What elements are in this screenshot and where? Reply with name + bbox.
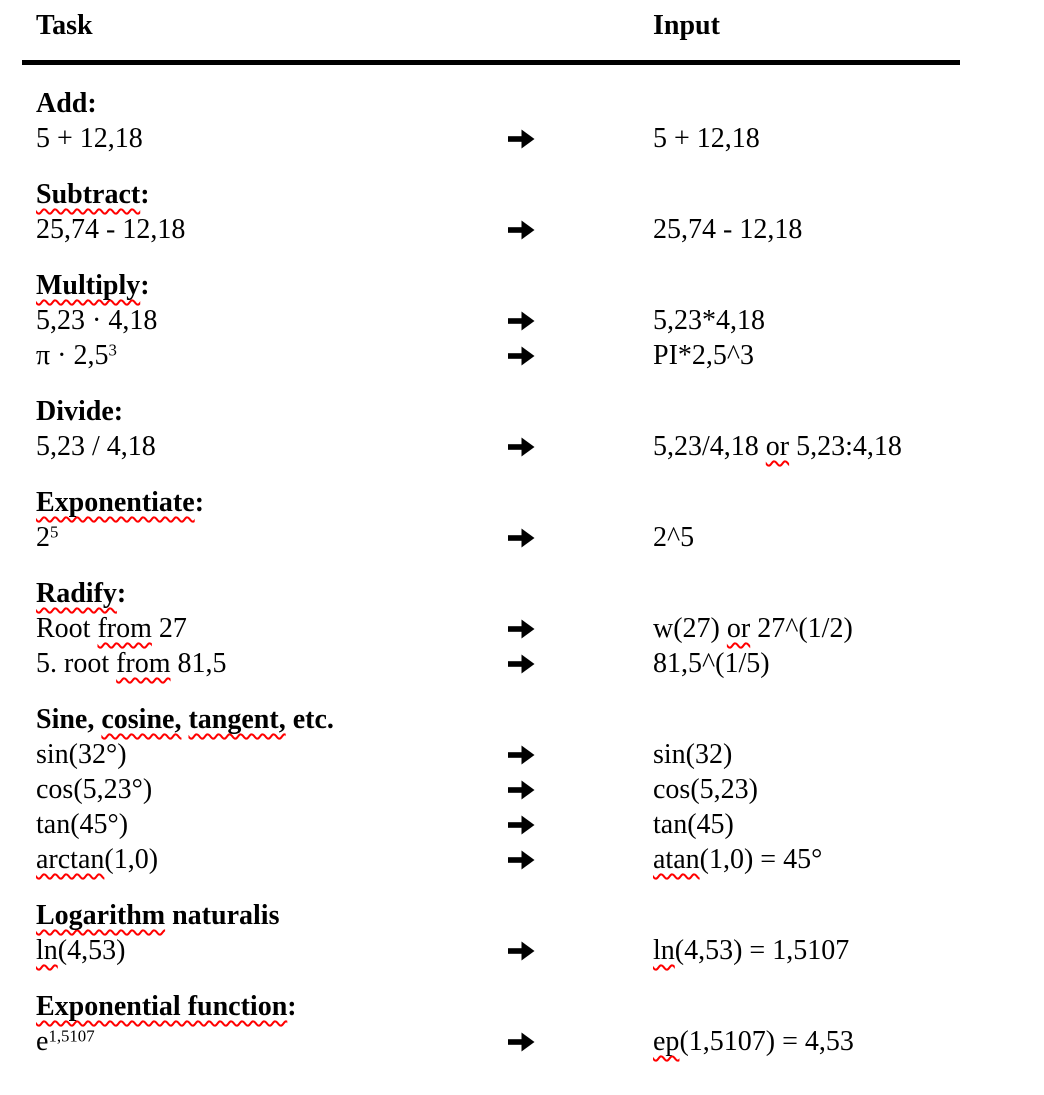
arrow-right-icon — [508, 933, 535, 968]
arrow-cell — [508, 611, 653, 646]
text-segment: naturalis — [165, 900, 280, 931]
arrow-right-icon — [508, 807, 535, 842]
task-cell — [36, 303, 508, 338]
task-cell — [36, 520, 508, 555]
misspelled-word: Radify — [36, 578, 117, 609]
misspelled-word: ln — [36, 935, 58, 966]
input-cell — [653, 646, 1044, 681]
arrow-cell — [508, 121, 653, 156]
table-header — [36, 8, 1044, 43]
column-header-input: Input — [653, 10, 720, 41]
text-segment: e — [36, 1026, 49, 1057]
text-segment: w(27) — [653, 613, 727, 644]
header-spacer — [508, 8, 653, 43]
misspelled-word: Logarithm — [36, 900, 166, 931]
section-radify — [36, 576, 1044, 681]
table-row — [36, 842, 1044, 877]
text-segment: Root — [36, 613, 98, 644]
section-multiply — [36, 268, 1044, 373]
arrow-right-icon — [508, 737, 535, 772]
task-cell — [36, 121, 508, 156]
input-cell — [653, 933, 1044, 968]
arrow-right-icon — [508, 303, 535, 338]
arrow-cell — [508, 933, 653, 968]
text-segment: 81,5^(1/5) — [653, 648, 770, 679]
arrow-cell — [508, 303, 653, 338]
arrow-cell — [508, 772, 653, 807]
task-cell — [36, 807, 508, 842]
table-row — [36, 338, 1044, 373]
section-logarithm-naturalis — [36, 898, 1044, 968]
table-row — [36, 933, 1044, 968]
text-segment: Add: — [36, 88, 97, 119]
section-trigonometry — [36, 702, 1044, 877]
arrow-cell — [508, 1024, 653, 1059]
text-segment: π · 2,5 — [36, 340, 109, 371]
text-segment: Sine, — [36, 704, 102, 735]
arrow-cell — [508, 807, 653, 842]
text-segment: 2 — [36, 522, 50, 553]
table-row — [36, 737, 1044, 772]
input-cell — [653, 121, 1044, 156]
section-heading — [36, 989, 1044, 1024]
input-cell — [653, 611, 1044, 646]
arrow-cell — [508, 212, 653, 247]
input-cell — [653, 212, 1044, 247]
input-cell — [653, 772, 1044, 807]
table-row — [36, 807, 1044, 842]
text-segment: (4,53) = 1,5107 — [674, 935, 850, 966]
text-segment: : — [194, 487, 205, 518]
task-cell — [36, 429, 508, 464]
text-segment: 5,23/4,18 — [653, 431, 766, 462]
arrow-right-icon — [508, 842, 535, 877]
text-segment: : — [287, 991, 297, 1022]
text-segment: 5 + 12,18 — [653, 123, 760, 154]
table-row — [36, 520, 1044, 555]
text-segment: (4,53) — [57, 935, 126, 966]
arrow-right-icon — [508, 429, 535, 464]
section-heading — [36, 394, 1044, 429]
input-cell — [653, 737, 1044, 772]
text-segment: cos(5,23°) — [36, 774, 153, 805]
misspelled-word: tangent, — [188, 704, 286, 735]
arrow-cell — [508, 842, 653, 877]
task-cell — [36, 212, 508, 247]
arrow-right-icon — [508, 772, 535, 807]
input-cell — [653, 520, 1044, 555]
section-exponential-function — [36, 989, 1044, 1059]
text-segment: 81,5 — [170, 648, 227, 679]
misspelled-word: ln — [653, 935, 675, 966]
table-row — [36, 1024, 1044, 1059]
task-cell — [36, 338, 508, 373]
misspelled-word: arctan — [36, 844, 105, 875]
input-cell — [653, 842, 1044, 877]
table-row — [36, 772, 1044, 807]
arrow-right-icon — [508, 611, 535, 646]
table-row — [36, 212, 1044, 247]
text-segment: (1,5107) = 4,53 — [679, 1026, 854, 1057]
text-segment: 5,23 / 4,18 — [36, 431, 156, 462]
text-segment: : — [116, 578, 127, 609]
misspelled-word: ep — [653, 1026, 680, 1057]
task-cell — [36, 772, 508, 807]
misspelled-word: Exponential function — [36, 991, 288, 1022]
misspelled-word: Exponentiate — [36, 487, 195, 518]
arrow-right-icon — [508, 338, 535, 373]
text-segment: : — [140, 270, 150, 301]
superscript: 5 — [50, 522, 59, 542]
misspelled-word: from — [116, 648, 171, 679]
misspelled-word: Multiply — [36, 270, 141, 301]
text-segment: 25,74 - 12,18 — [653, 214, 803, 245]
text-segment: 5,23 · 4,18 — [36, 305, 158, 336]
header-rule — [22, 60, 960, 65]
input-cell — [653, 807, 1044, 842]
task-cell — [36, 737, 508, 772]
input-cell — [653, 303, 1044, 338]
text-segment: tan(45°) — [36, 809, 129, 840]
misspelled-word: atan — [653, 844, 700, 875]
table-row — [36, 611, 1044, 646]
superscript: 3 — [108, 340, 117, 360]
section-heading — [36, 702, 1044, 737]
input-cell — [653, 1024, 1044, 1059]
arrow-cell — [508, 338, 653, 373]
misspelled-word: Subtract — [36, 179, 141, 210]
table-row — [36, 646, 1044, 681]
misspelled-word: cosine, — [101, 704, 182, 735]
section-heading — [36, 86, 1044, 121]
task-cell — [36, 1024, 508, 1059]
text-segment: (1,0) = 45° — [699, 844, 823, 875]
arrow-right-icon — [508, 520, 535, 555]
section-exponentiate — [36, 485, 1044, 555]
text-segment: 5 + 12,18 — [36, 123, 143, 154]
section-heading — [36, 576, 1044, 611]
section-heading — [36, 177, 1044, 212]
text-segment: 27 — [151, 613, 187, 644]
task-cell — [36, 646, 508, 681]
arrow-cell — [508, 737, 653, 772]
table-body — [36, 86, 1044, 1059]
section-heading — [36, 268, 1044, 303]
misspelled-word: or — [726, 613, 751, 644]
task-cell — [36, 933, 508, 968]
superscript: 1,5107 — [48, 1026, 95, 1046]
table-row — [36, 429, 1044, 464]
arrow-cell — [508, 520, 653, 555]
column-header-task: Task — [36, 10, 93, 41]
input-cell — [653, 429, 1044, 464]
section-divide — [36, 394, 1044, 464]
text-segment: etc. — [285, 704, 334, 735]
text-segment: 25,74 - 12,18 — [36, 214, 186, 245]
section-heading — [36, 485, 1044, 520]
text-segment: 2^5 — [653, 522, 695, 553]
section-heading — [36, 898, 1044, 933]
text-segment: cos(5,23) — [653, 774, 758, 805]
section-add — [36, 86, 1044, 156]
text-segment: 5. root — [36, 648, 117, 679]
arrow-right-icon — [508, 646, 535, 681]
table-row — [36, 303, 1044, 338]
text-segment: 5,23*4,18 — [653, 305, 765, 336]
text-segment: Divide: — [36, 396, 124, 427]
misspelled-word: from — [97, 613, 152, 644]
text-segment: 27^(1/2) — [750, 613, 853, 644]
task-cell — [36, 842, 508, 877]
text-segment: PI*2,5^3 — [653, 340, 755, 371]
arrow-right-icon — [508, 121, 535, 156]
text-segment: : — [140, 179, 150, 210]
text-segment: tan(45) — [653, 809, 734, 840]
arrow-right-icon — [508, 212, 535, 247]
arrow-cell — [508, 429, 653, 464]
text-segment: (1,0) — [104, 844, 159, 875]
arrow-right-icon — [508, 1024, 535, 1059]
text-segment: sin(32) — [653, 739, 733, 770]
text-segment: sin(32°) — [36, 739, 127, 770]
section-subtract — [36, 177, 1044, 247]
table-row — [36, 121, 1044, 156]
misspelled-word: or — [765, 431, 790, 462]
task-cell — [36, 611, 508, 646]
text-segment: 5,23:4,18 — [789, 431, 902, 462]
arrow-cell — [508, 646, 653, 681]
input-cell — [653, 338, 1044, 373]
